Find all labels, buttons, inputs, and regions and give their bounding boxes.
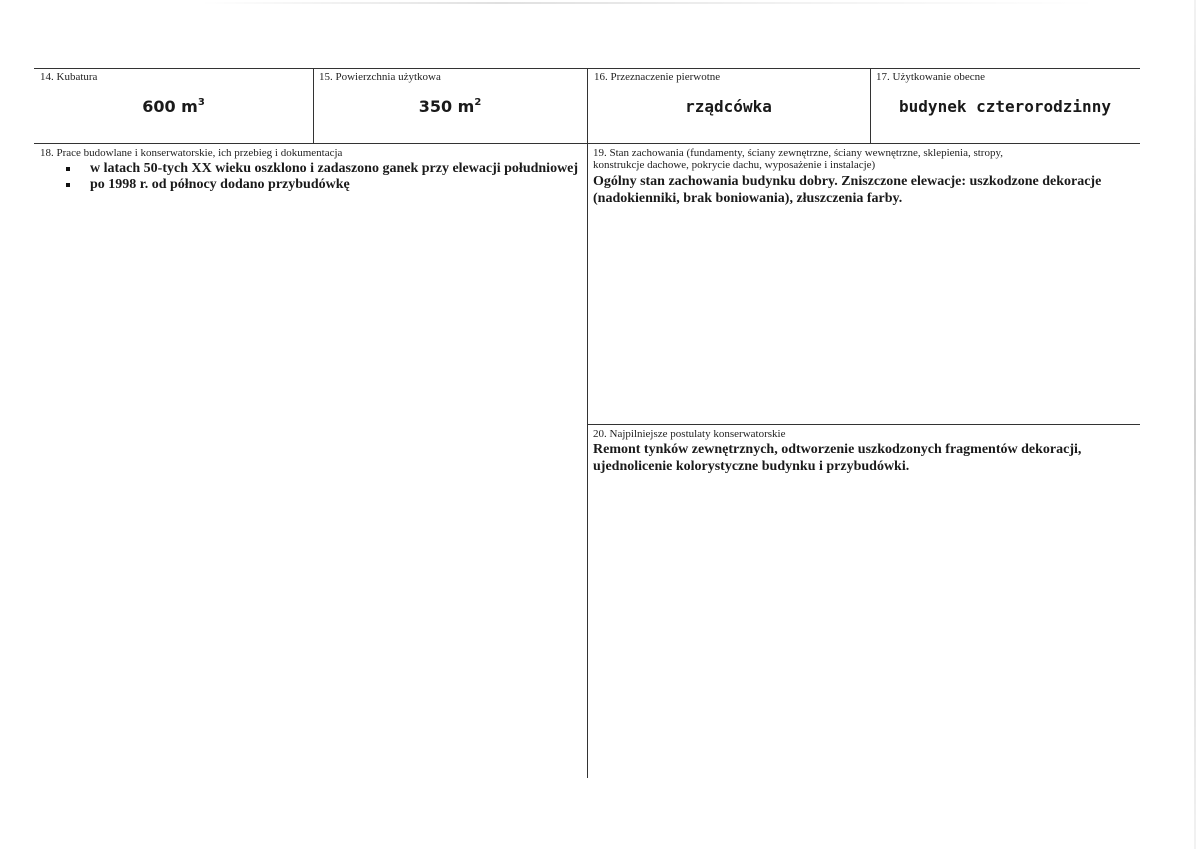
field-14-value [34,97,313,116]
divider-center [587,68,588,778]
field-19-text-line1: Ogólny stan zachowania budynku dobry. Zniszczone elewacje: uszkodzone dekoracje [593,174,1102,189]
field-20-text [593,441,1138,475]
field-19-label [593,147,1133,171]
field-15-value-sup: 2 [474,96,482,108]
scan-artifact-top [200,2,1100,4]
field-18-list [66,161,578,193]
field-14-label: 14. Kubatura [40,71,98,83]
field-19-text [593,173,1138,207]
field-15-label: 15. Powierzchnia użytkowa [319,71,441,83]
field-20-label: 20. Najpilniejsze postulaty konserwatorskie [593,428,786,440]
field20-top-rule [588,424,1140,425]
list-item [66,161,578,177]
field-17-label: 17. Użytkowanie obecne [876,71,986,83]
scan-artifact-right [1194,0,1196,849]
list-item-text: w latach 50-tych XX wieku oszklono i zadaszono ganek przy elewacji południowej [90,161,579,176]
field-20-text-line2: ujednolicenie kolorystyczne budynku i przybudówki. [593,459,910,474]
field-16-label: 16. Przeznaczenie pierwotne [594,71,721,83]
field-19-label-line2: konstrukcje dachowe, pokrycie dachu, wyposażenie i instalacje) [593,159,876,171]
field-19-text-line2: (nadokienniki, brak boniowania), złuszczenia farby. [593,191,903,206]
field-14-value-sup: 3 [197,96,205,108]
list-item [66,177,578,193]
field-15-value-text: 350 m [418,97,475,116]
field-18-label: 18. Prace budowlane i konserwatorskie, ich przebieg i dokumentacja [40,147,343,159]
field-19-label-line1: 19. Stan zachowania (fundamenty, ściany zewnętrzne, ściany wewnętrzne, sklepienia, stropy, [593,147,1004,159]
field-14-value-text: 600 m [142,97,198,116]
list-item-text: po 1998 r. od północy dodano przybudówkę [90,177,350,192]
field-17-value: budynek czterorodzinny [899,97,1111,116]
field-16-value: rządcówka [685,97,772,116]
field-15-value [313,97,587,116]
bullet-icon [66,183,70,187]
bullet-icon [66,167,70,171]
field-20-text-line1: Remont tynków zewnętrznych, odtworzenie uszkodzonych fragmentów dekoracji, [593,442,1082,457]
